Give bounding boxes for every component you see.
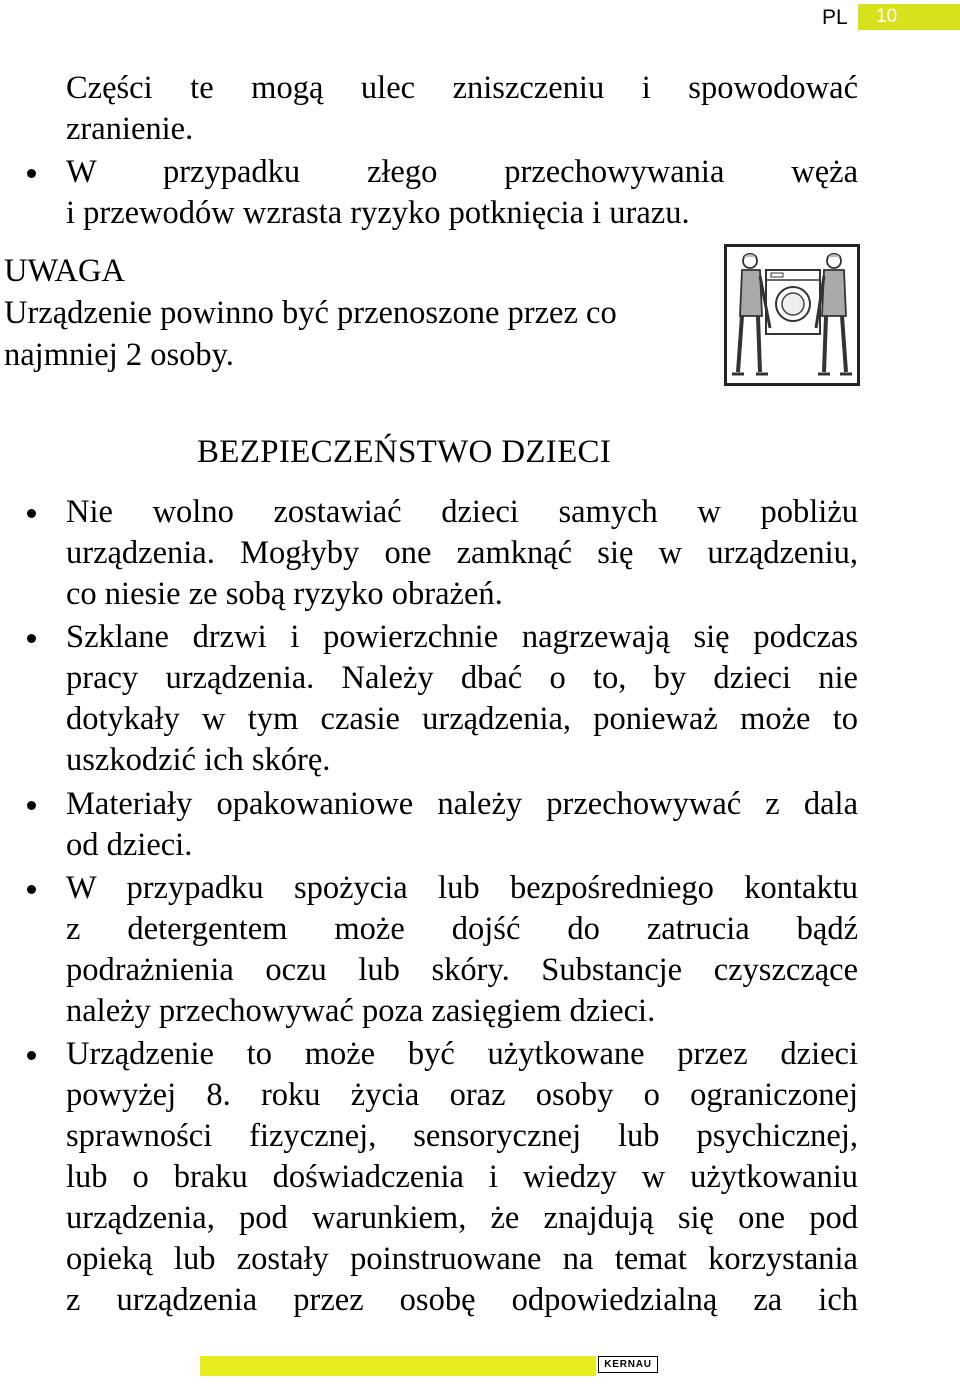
text-line: z detergentem może dojść do zatrucia bądź bbox=[66, 911, 858, 947]
text-line: od dzieci. bbox=[66, 827, 193, 863]
text-line: z urządzenia przez osobę odpowiedzialną za ich bbox=[66, 1282, 858, 1318]
child-safety-item bbox=[66, 1034, 858, 1321]
text-line: Części te mogą ulec zniszczeniu i spowodować bbox=[66, 70, 858, 106]
text-line: podrażnienia oczu lub skóry. Substancje czyszczące bbox=[66, 952, 858, 988]
text-line: uszkodzić ich skórę. bbox=[66, 742, 331, 778]
child-safety-item bbox=[66, 617, 858, 781]
text-line: urządzenia, pod warunkiem, że znajdują się one pod bbox=[66, 1200, 858, 1236]
child-safety-item bbox=[66, 784, 858, 866]
text-line: powyżej 8. roku życia oraz osoby o ograniczonej bbox=[66, 1077, 858, 1113]
text-line: urządzenia. Mogłyby one zamknąć się w urządzeniu, bbox=[66, 535, 858, 571]
child-safety-item bbox=[66, 868, 858, 1032]
section-title: BEZPIECZEŃSTWO DZIECI bbox=[197, 434, 612, 470]
warning-block bbox=[4, 250, 617, 376]
text-line: Szklane drzwi i powierzchnie nagrzewają się podczas bbox=[66, 619, 858, 655]
text-line: Materiały opakowaniowe należy przechowywać z dala bbox=[66, 786, 858, 822]
text-line: lub o braku doświadczenia i wiedzy w użytkowaniu bbox=[66, 1159, 858, 1195]
text-line: najmniej 2 osoby. bbox=[4, 337, 234, 373]
child-safety-item bbox=[66, 492, 858, 615]
intro-paragraph bbox=[66, 68, 858, 150]
page-number: 10 bbox=[876, 6, 898, 27]
header-accent-bar bbox=[858, 4, 960, 30]
text-line: zranienie. bbox=[66, 111, 194, 147]
text-line: opieką lub zostały poinstruowane na temat korzystania bbox=[66, 1241, 858, 1277]
two-people-carrying-washing-machine-icon bbox=[724, 244, 860, 386]
bullet-icon bbox=[27, 509, 36, 518]
bullet-icon bbox=[27, 1051, 36, 1060]
bullet-icon bbox=[27, 801, 36, 810]
footer-accent-bar bbox=[200, 1356, 596, 1376]
bullet-icon bbox=[27, 169, 36, 178]
text-line: Urządzenie to może być użytkowane przez dzieci bbox=[66, 1036, 858, 1072]
warning-title: UWAGA bbox=[4, 253, 125, 289]
bullet-icon bbox=[27, 885, 36, 894]
text-line: Nie wolno zostawiać dzieci samych w pobliżu bbox=[66, 494, 858, 530]
text-line: W przypadku złego przechowywania węża bbox=[66, 154, 858, 190]
text-line: pracy urządzenia. Należy dbać o to, by dzieci nie bbox=[66, 660, 858, 696]
brand-logo: KERNAU bbox=[598, 1356, 658, 1373]
text-line: i przewodów wzrasta ryzyko potknięcia i urazu. bbox=[66, 195, 690, 231]
text-line: sprawności fizycznej, sensorycznej lub psychicznej, bbox=[66, 1118, 858, 1154]
text-line: co niesie ze sobą ryzyko obrażeń. bbox=[66, 576, 503, 612]
text-line: dotykały w tym czasie urządzenia, ponieważ może to bbox=[66, 701, 858, 737]
text-line: Urządzenie powinno być przenoszone przez co bbox=[4, 295, 617, 331]
language-label: PL bbox=[822, 6, 848, 29]
bullet-icon bbox=[27, 634, 36, 643]
bullet-storage bbox=[66, 152, 858, 234]
text-line: W przypadku spożycia lub bezpośredniego kontaktu bbox=[66, 870, 858, 906]
text-line: należy przechowywać poza zasięgiem dzieci. bbox=[66, 993, 656, 1029]
